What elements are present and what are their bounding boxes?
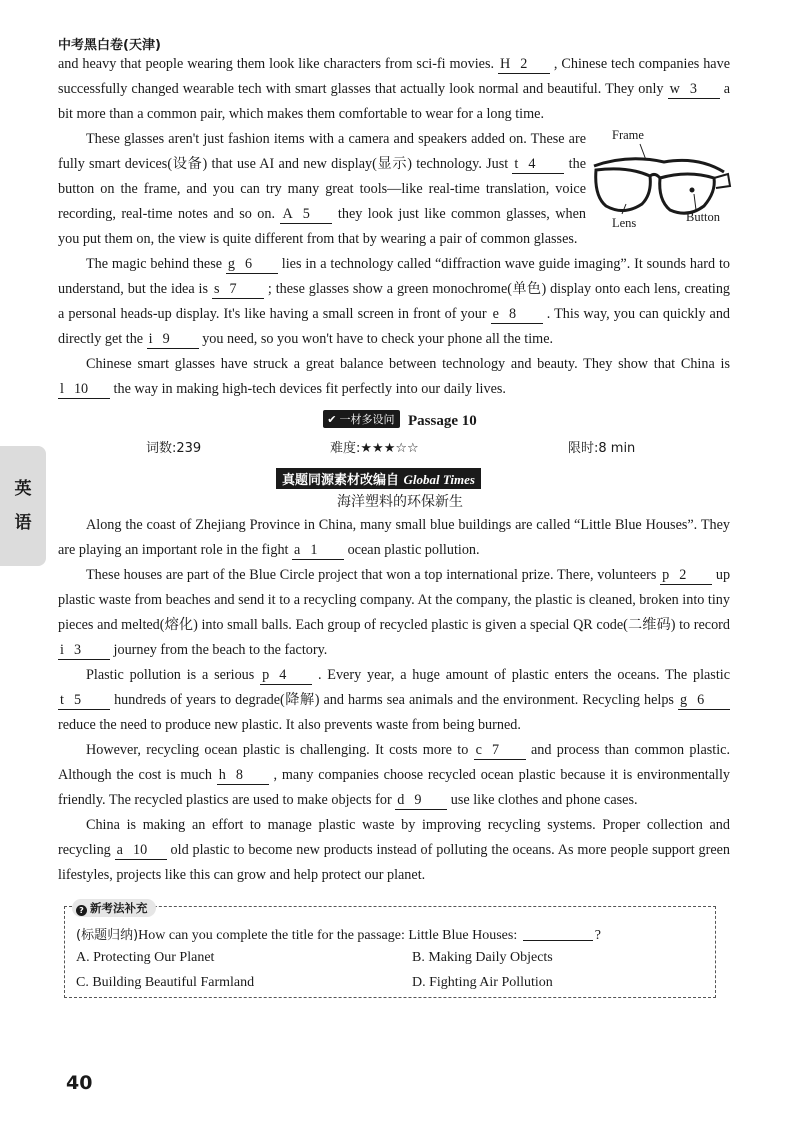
check-icon: ✔ (327, 413, 337, 426)
blank-5[interactable]: t 5 (58, 692, 110, 710)
option-b[interactable]: B. Making Daily Objects (412, 950, 553, 965)
question-icon: ? (76, 905, 87, 916)
option-a[interactable]: A. Protecting Our Planet (76, 950, 215, 965)
blank-9[interactable]: i 9 (147, 331, 199, 349)
blank-7[interactable]: s 7 (212, 281, 264, 299)
option-d[interactable]: D. Fighting Air Pollution (412, 975, 553, 990)
extra-question-tag: ? 新考法补充 (72, 899, 156, 917)
passage-tag: ✔ 一材多设问 (323, 410, 400, 428)
lens-label: Lens (612, 216, 637, 230)
blank-4[interactable]: t 4 (512, 156, 564, 174)
subject-side-tab: 英 语 (0, 446, 46, 566)
button-label: Button (686, 210, 721, 224)
blank-7[interactable]: c 7 (474, 742, 526, 760)
blank-4[interactable]: p 4 (260, 667, 312, 685)
paragraph: China is making an effort to manage plastic waste by improving recycling systems. Proper collection and recycling a 10 old plastic to become new products instead of polluting the oceans. As more people support green lifestyles, projects like this can grow and help protect our planet. (58, 817, 731, 883)
paragraph: However, recycling ocean plastic is challenging. It costs more to c 7 and process than common plastic. Although the cost is much h 8 , many companies choose recycled ocean plastic because it is environmentally friendly. The recycled plastics are used to make objects for d 9 use like clothes and phone cases. (58, 742, 731, 808)
blank-2[interactable]: p 2 (660, 567, 712, 585)
blank-3[interactable]: w 3 (668, 81, 720, 99)
option-c[interactable]: C. Building Beautiful Farmland (76, 975, 255, 990)
page-number: 40 (66, 1072, 93, 1094)
blank-10[interactable]: l 10 (58, 381, 110, 399)
difficulty: 难度:★★★☆☆ (330, 441, 419, 456)
passage-title: Passage 10 (407, 413, 477, 429)
passage-subtitle: 海洋塑料的环保新生 (337, 494, 463, 510)
passage-10-heading (0, 410, 800, 430)
smart-glasses-figure (588, 126, 736, 234)
answer-blank[interactable] (523, 926, 593, 941)
blank-1[interactable]: a 1 (292, 542, 344, 560)
blank-2[interactable]: H 2 (498, 56, 550, 74)
source-tag: 真题同源素材改编自 Global Times (276, 468, 481, 489)
blank-3[interactable]: i 3 (58, 642, 110, 660)
paragraph: The magic behind these g 6 lies in a technology called “diffraction wave guide imaging”. It sounds hard to understand, but the idea is s 7 ; these glasses show a green monochrome(单色) display onto each lens, creating a personal heads-up display. It's like having a small screen in front of your e 8 . This way, you can quickly and directly get the i 9 you need, so you won't have to check your phone all the time. (58, 256, 731, 347)
blank-6[interactable]: g 6 (678, 692, 730, 710)
blank-8[interactable]: h 8 (217, 767, 269, 785)
paragraph: Along the coast of Zhejiang Province in China, many small blue buildings are called “Little Blue Houses”. They are playing an important role in the fight a 1 ocean plastic pollution. (58, 517, 730, 558)
extra-question: (标题归纳)How can you complete the title for the passage: Little Blue Houses: ? (76, 928, 601, 943)
blank-5[interactable]: A 5 (280, 206, 332, 224)
word-count: 词数:239 (146, 441, 202, 456)
book-title: 中考黑白卷(天津) (58, 38, 161, 53)
paragraph: Chinese smart glasses have struck a great balance between technology and beauty. They show that China is l 10 the way in making high-tech devices fit perfectly into our daily lives. (60, 356, 730, 397)
time-limit: 限时:8 min (568, 441, 636, 456)
paragraph: Plastic pollution is a serious p 4 . Every year, a huge amount of plastic enters the oceans. The plastic t 5 hundreds of years to degrade(降解) and harms sea animals and the environment. Recycling helps g 6 reduce the need to produce new plastic. It also prevents waste from being burned. (58, 667, 731, 733)
paragraph: These houses are part of the Blue Circle project that won a top international prize. There, volunteers p 2 up plastic waste from beaches and send it to a recycling company. At the company, the plastic is cleaned, broken into tiny pieces and melted(熔化) into small balls. Each group of recycled plastic is given a special QR code(二维码) to record i 3 journey from the beach to the factory. (58, 567, 731, 658)
blank-6[interactable]: g 6 (226, 256, 278, 274)
blank-10[interactable]: a 10 (115, 842, 167, 860)
frame-label: Frame (612, 128, 644, 142)
blank-9[interactable]: d 9 (395, 792, 447, 810)
blank-8[interactable]: e 8 (491, 306, 543, 324)
passage-10-body (58, 513, 730, 888)
paragraph: These glasses aren't just fashion items with a camera and speakers added on. These are fully smart devices(设备) that use AI and new display(显示) technology. Just t 4 the button on the frame, and you can try many great tools—like real-time translation, voice recording, real-time notes and so on. A 5 they look just like common glasses, when you put them on, the view is quite different from that by wearing a pair of common glasses. (58, 131, 587, 247)
paragraph: and heavy that people wearing them look like characters from sci-fi movies. H 2 , Chinese tech companies have successfully changed wearable tech with smart glasses that actually look normal and beautiful. They only w 3 a bit more than a common pair, which makes them comfortable to wear for a long time. (58, 56, 730, 122)
